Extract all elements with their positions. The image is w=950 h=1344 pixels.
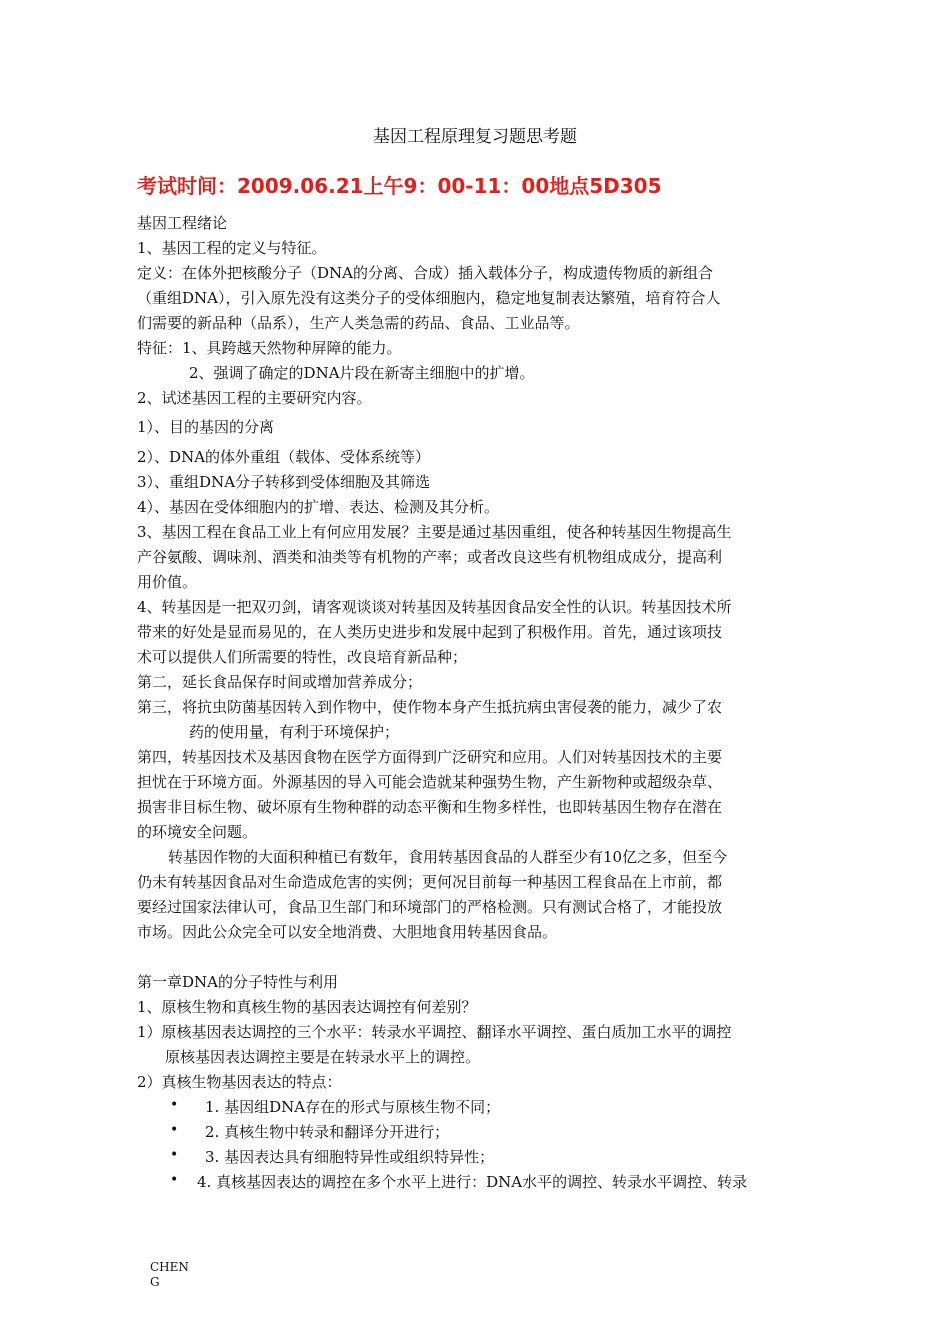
paragraph-line: （重组DNA），引入原先没有这类分子的受体细胞内，稳定地复制表达繁殖，培育符合人: [137, 289, 721, 307]
list-item: 3）、重组DNA分子转移到受体细胞及其筛选: [137, 473, 431, 491]
paragraph-line: 产谷氨酸、调味剂、酒类和油类等有机物的产率；或者改良这些有机物组成成分，提高利: [137, 548, 723, 566]
question: 1、基因工程的定义与特征。: [137, 239, 327, 257]
paragraph-line: 2、强调了确定的DNA片段在新寄主细胞中的扩增。: [189, 364, 535, 382]
footer-line: G: [150, 1275, 160, 1289]
question: 1、原核生物和真核生物的基因表达调控有何差别？: [137, 998, 477, 1016]
paragraph-line: 损害非目标生物、破坏原有生物种群的动态平衡和生物多样性，也即转基因生物存在潜在: [137, 798, 723, 816]
bullet-icon: •: [170, 1172, 179, 1188]
bullet-item: 2. 真核生物中转录和翻译分开进行；: [205, 1123, 450, 1141]
paragraph-line: 担忧在于环境方面。外源基因的导入可能会造就某种强势生物，产生新物种或超级杂草、: [137, 773, 723, 791]
chapter-heading: 第一章DNA的分子特性与利用: [137, 973, 338, 991]
bullet-icon: •: [170, 1147, 179, 1163]
question: 3、基因工程在食品工业上有何应用发展？主要是通过基因重组，使各种转基因生物提高生: [137, 523, 732, 541]
question: 4、转基因是一把双刃剑，请客观谈谈对转基因及转基因食品安全性的认识。转基因技术所: [137, 598, 732, 616]
section-heading: 基因工程绪论: [137, 214, 228, 232]
paragraph-line: 原核基因表达调控主要是在转录水平上的调控。: [165, 1048, 481, 1066]
document-title: 基因工程原理复习题思考题: [373, 127, 577, 147]
paragraph-line: 2）真核生物基因表达的特点：: [137, 1073, 342, 1091]
paragraph-line: 转基因作物的大面积种植已有数年，食用转基因食品的人群至少有10亿之多，但至今: [168, 848, 728, 866]
paragraph-line: 定义：在体外把核酸分子（DNA的分离、合成）插入载体分子，构成遗传物质的新组合: [137, 264, 713, 282]
bullet-item: 3. 基因表达具有细胞特异性或组织特异性；: [205, 1148, 495, 1166]
list-item: 2）、DNA的体外重组（载体、受体系统等）: [137, 448, 431, 466]
paragraph-line: 用价值。: [137, 573, 198, 591]
paragraph-line: 特征：1、具跨越天然物种屏障的能力。: [137, 339, 402, 357]
paragraph-line: 1）原核基因表达调控的三个水平：转录水平调控、翻译水平调控、蛋白质加工水平的调控: [137, 1023, 732, 1041]
bullet-item: 1. 基因组DNA存在的形式与原核生物不同；: [205, 1098, 501, 1116]
paragraph-line: 的环境安全问题。: [137, 823, 258, 841]
paragraph-line: 术可以提供人们所需要的特性，改良培育新品种；: [137, 648, 468, 666]
paragraph-line: 药的使用量，有利于环境保护；: [189, 723, 400, 741]
paragraph-line: 市场。因此公众完全可以安全地消费、大胆地食用转基因食品。: [137, 923, 558, 941]
paragraph-line: 们需要的新品种（品系），生产人类急需的药品、食品、工业品等。: [137, 314, 580, 332]
paragraph-line: 第三，将抗虫防菌基因转入到作物中，使作物本身产生抵抗病虫害侵袭的能力，减少了农: [137, 698, 723, 716]
bullet-icon: •: [170, 1097, 179, 1113]
paragraph-line: 仍未有转基因食品对生命造成危害的实例；更何况目前每一种基因工程食品在上市前，都: [137, 873, 723, 891]
paragraph-line: 第二，延长食品保存时间或增加营养成分；: [137, 673, 423, 691]
exam-info: 考试时间：2009.06.21上午9：00-11：00地点5D305: [137, 174, 662, 198]
bullet-item: 4. 真核基因表达的调控在多个水平上进行：DNA水平的调控、转录水平调控、转录: [197, 1173, 748, 1191]
bullet-icon: •: [170, 1122, 179, 1138]
question: 2、试述基因工程的主要研究内容。: [137, 389, 372, 407]
footer-label: [150, 1260, 189, 1290]
paragraph-line: 第四，转基因技术及基因食物在医学方面得到广泛研究和应用。人们对转基因技术的主要: [137, 748, 723, 766]
footer-line: CHEN: [150, 1260, 189, 1274]
paragraph-line: 带来的好处是显而易见的，在人类历史进步和发展中起到了积极作用。首先，通过该项技: [137, 623, 723, 641]
list-item: 1）、目的基因的分离: [137, 418, 275, 436]
list-item: 4）、基因在受体细胞内的扩增、表达、检测及其分析。: [137, 498, 500, 516]
paragraph-line: 要经过国家法律认可，食品卫生部门和环境部门的严格检测。只有测试合格了，才能投放: [137, 898, 723, 916]
